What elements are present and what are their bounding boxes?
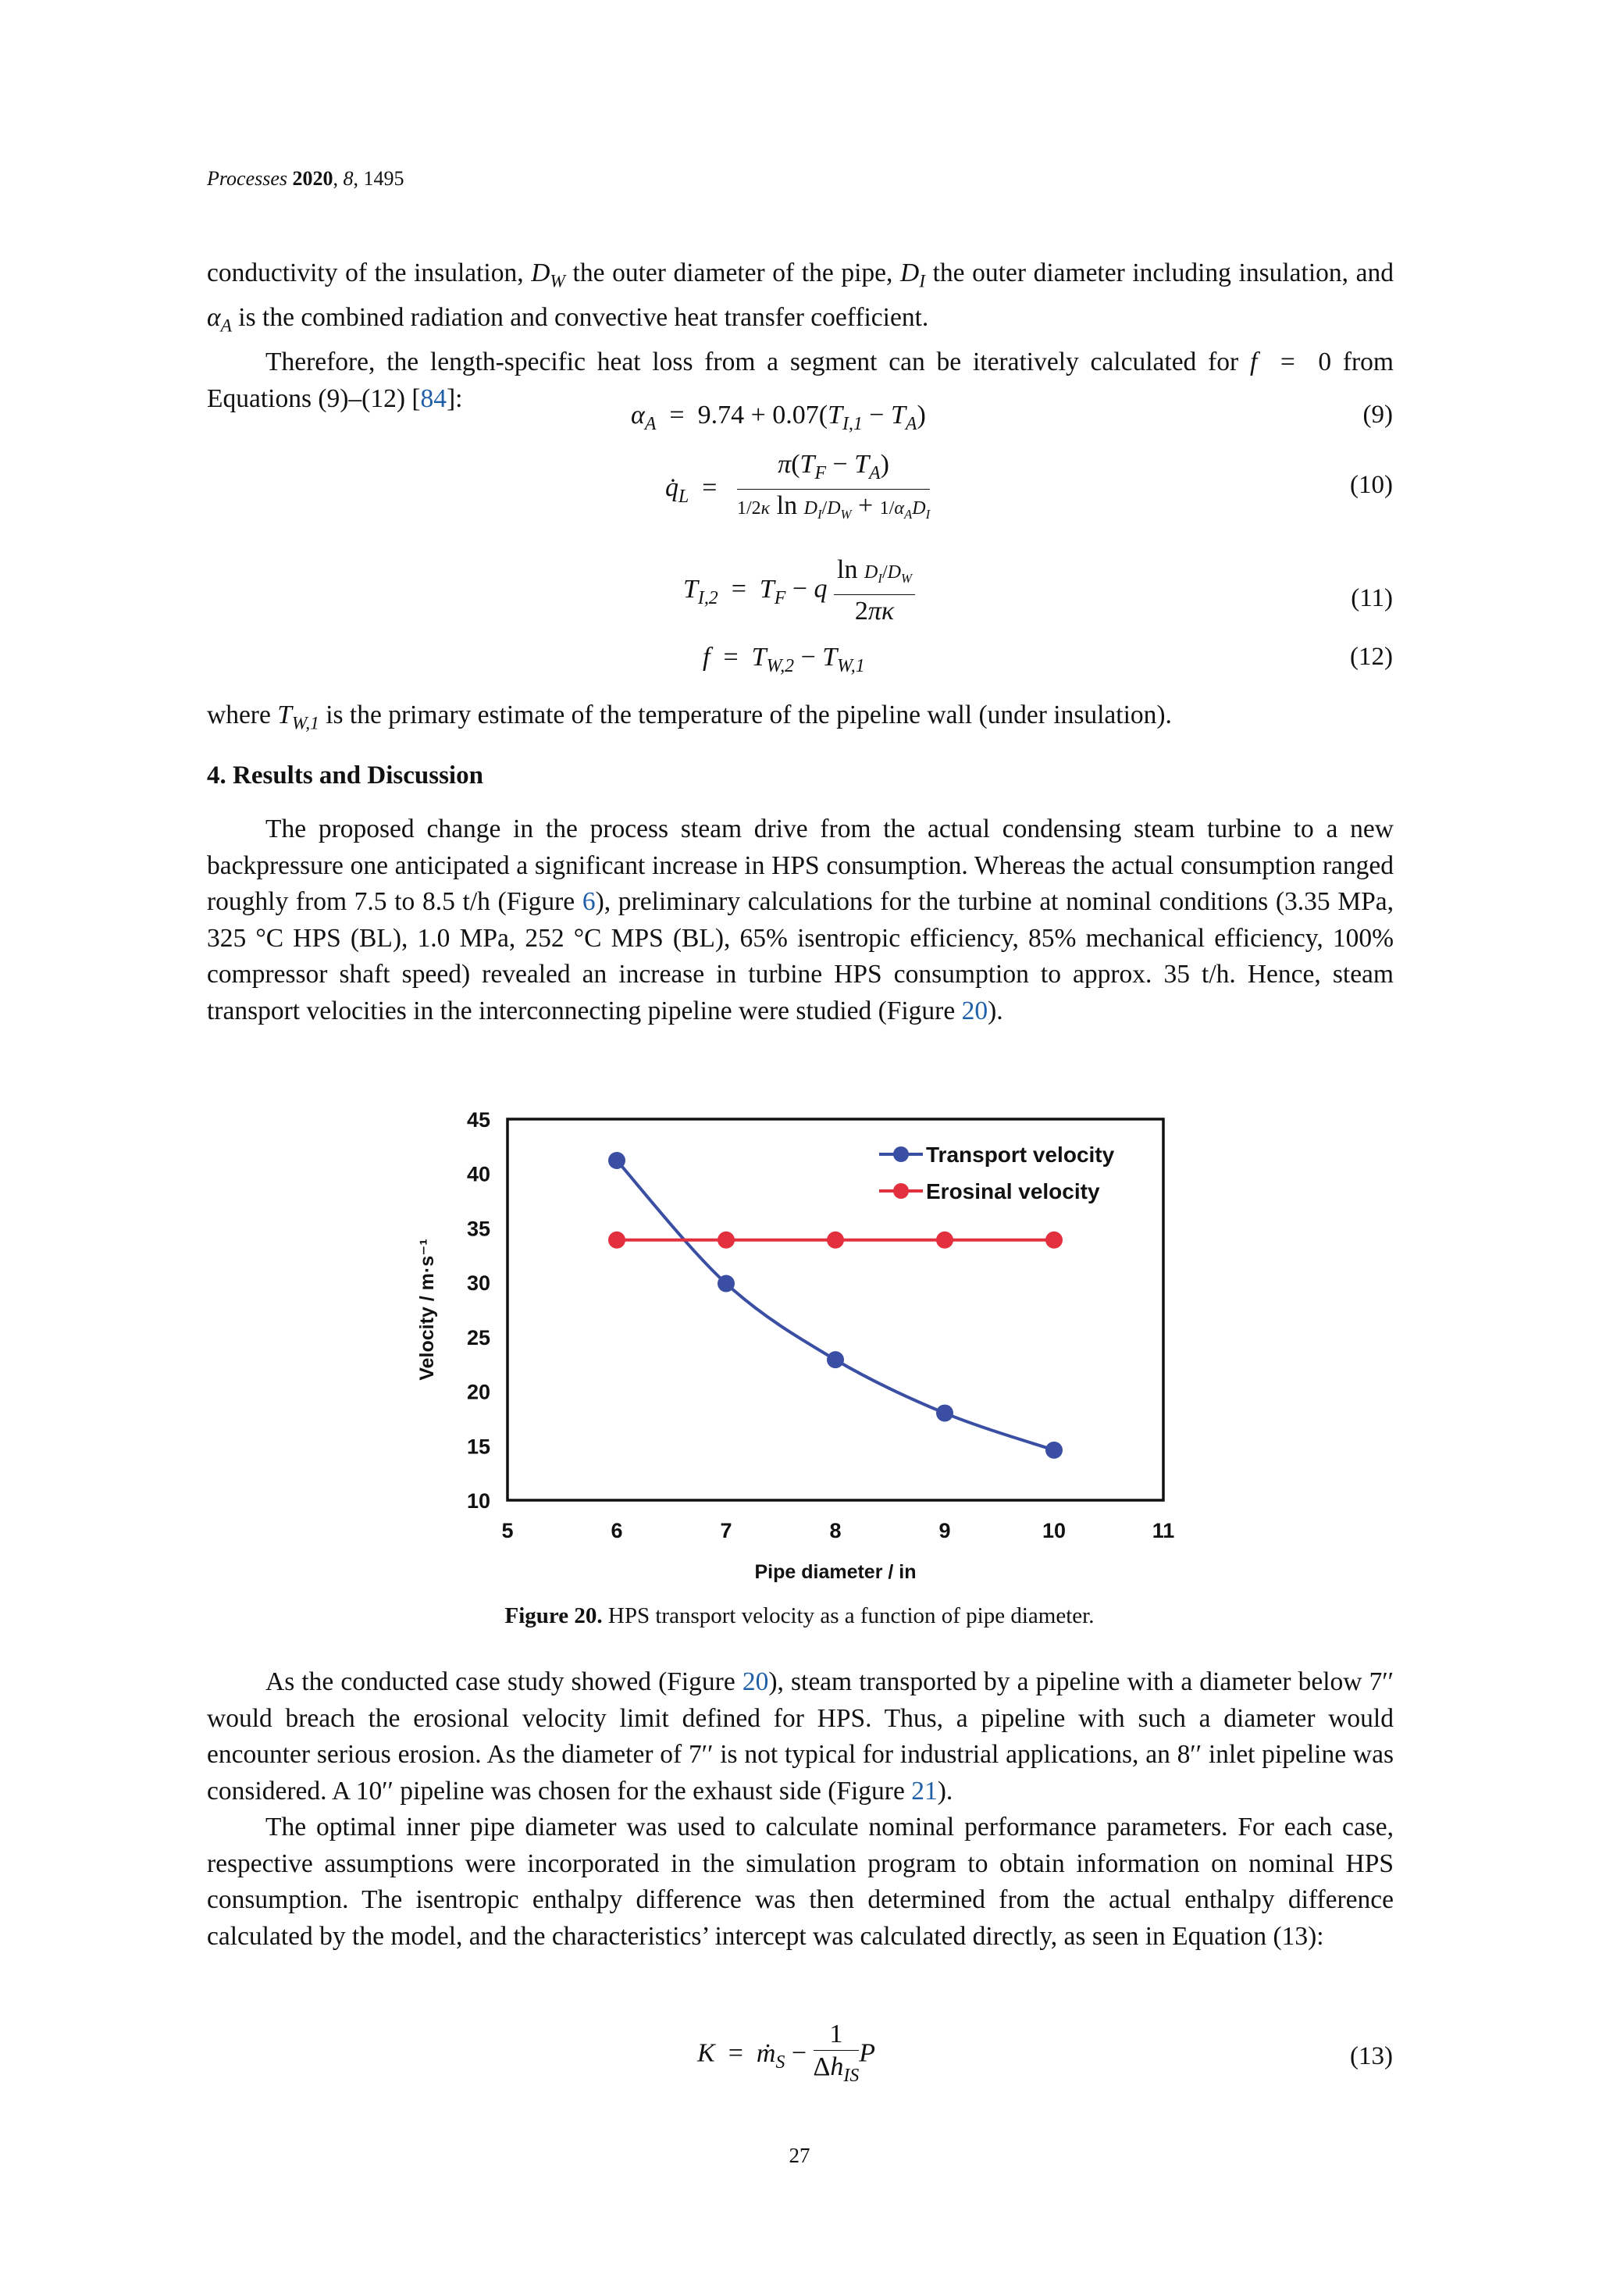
x-tick-label: 5 xyxy=(501,1519,514,1542)
equation-9: $\alpha_A = 9.74 + 0.07(T_{I,1} - T_A)$ xyxy=(631,401,926,434)
paragraph-5: As the conducted case study showed (Figure 20), steam transported by a pipeline with a diameter below 7′′ would breach the erosional velocity limit defined for HPS. Thus, a pipeline with such a diameter would encounter serious erosion. As the diameter of 7′′ is not typical for industrial applications, an 8′′ inlet pipeline was considered. A 10′′ pipeline was chosen for the exhaust side (Figure 21). The optimal inner pipe diameter was used to calculate nominal performance parameters. For each case, respective assumptions were incorporated in the simulation program to obtain information on nominal HPS consumption. The isentropic enthalpy difference was then determined from the actual enthalpy difference calculated by the model, and the characteristics’ intercept was calculated directly, as seen in Equation (13): xyxy=(207,1664,1394,1955)
x-axis-label: Pipe diameter / in xyxy=(754,1561,917,1583)
paragraph-1: conductivity of the insulation, $D_W$ the outer diameter of the pipe, $D_I$ the outer diameter including insulation, and $\alpha_A$ is the combined radiation and convective heat transfer coefficient. Therefore, the length-specific heat loss from a segment can be iteratively calculated for f = 0 from Equations (9)–(12) [84]: xyxy=(207,258,1394,413)
y-tick-label: 25 xyxy=(466,1325,490,1349)
figure-21-link[interactable]: 21 xyxy=(911,1776,938,1806)
section-title: 4. Results and Discussion xyxy=(207,761,483,790)
y-axis-label: Velocity / m·s⁻¹ xyxy=(416,1239,438,1381)
y-tick-label: 20 xyxy=(466,1380,490,1404)
y-tick-label: 15 xyxy=(466,1435,490,1459)
paragraph-3: where $T_{W,1}$ is the primary estimate of the temperature of the pipeline wall (under insulation). xyxy=(207,701,1172,734)
figure-20-link[interactable]: 20 xyxy=(961,996,988,1025)
y-tick-label: 30 xyxy=(466,1271,490,1296)
equation-12: $f = T_{W,2} - T_{W,1}$ xyxy=(703,643,865,676)
x-tick-label: 11 xyxy=(1152,1519,1175,1542)
x-tick-label: 7 xyxy=(720,1519,732,1542)
data-point-series-2 xyxy=(1045,1232,1063,1249)
legend-label-2: Erosinal velocity xyxy=(926,1179,1100,1203)
equation-number-10: (10) xyxy=(1350,471,1393,499)
legend-label-1: Transport velocity xyxy=(926,1143,1115,1167)
x-tick-label: 9 xyxy=(938,1519,951,1542)
data-point-series-1 xyxy=(827,1351,844,1368)
equation-number-11: (11) xyxy=(1351,584,1393,612)
data-point-series-1 xyxy=(608,1152,625,1169)
page-number: 27 xyxy=(789,2144,810,2167)
paragraph-6: The optimal inner pipe diameter was used to calculate nominal performance parameters. For each case, respective assumptions were incorporated in the simulation program to obtain information on nominal HPS consumption. The isentropic enthalpy difference was then determined from the actual enthalpy difference calculated by the model, and the characteristics’ intercept was calculated directly, as seen in Equation (13): xyxy=(207,1813,1394,1951)
data-point-series-2 xyxy=(936,1232,953,1249)
plot-frame xyxy=(507,1119,1163,1500)
ref-84-link[interactable]: 84 xyxy=(420,383,447,413)
data-point-series-2 xyxy=(718,1232,735,1249)
x-tick-label: 10 xyxy=(1042,1519,1067,1542)
y-tick-label: 35 xyxy=(466,1217,490,1241)
y-tick-label: 45 xyxy=(466,1108,490,1132)
equation-number-13: (13) xyxy=(1350,2042,1393,2070)
legend-marker-1 xyxy=(893,1146,909,1162)
figure-caption: Figure 20. HPS transport velocity as a function of pipe diameter. xyxy=(504,1603,1095,1628)
legend-marker-2 xyxy=(893,1183,909,1199)
y-tick-label: 10 xyxy=(466,1489,490,1513)
equation-number-12: (12) xyxy=(1350,643,1393,671)
equation-11: $T_{I,2} = T_F - q$ $\frac{\ln D_I/D_W}{2\pi\kappa}$ xyxy=(683,554,915,628)
data-point-series-1 xyxy=(718,1275,735,1292)
data-point-series-2 xyxy=(827,1232,844,1249)
y-tick-label: 40 xyxy=(466,1162,490,1186)
x-tick-label: 8 xyxy=(829,1519,842,1542)
figure-6-link[interactable]: 6 xyxy=(582,887,596,916)
velocity-chart xyxy=(406,1097,1202,1597)
data-point-series-1 xyxy=(1045,1442,1063,1459)
equation-10: $q̇_L$ = $\frac{\pi(T_F - T_A)}{1/2\kappa \ln D_I/D_W + 1/\alpha_AD_I}$ xyxy=(665,450,931,522)
running-header: Processes 2020, 8, 1495 xyxy=(207,167,404,190)
paragraph-4: The proposed change in the process steam drive from the actual condensing steam turbine to a new backpressure one anticipated a significant increase in HPS consumption. Whereas the actual consumption ranged roughly from 7.5 to 8.5 t/h (Figure 6), preliminary calculations for the turbine at nominal conditions (3.35 MPa, 325 °C HPS (BL), 1.0 MPa, 252 °C MPS (BL), 65% isentropic efficiency, 85% mechanical efficiency, 100% compressor shaft speed) revealed an increase in turbine HPS consumption to approx. 35 t/h. Hence, steam transport velocities in the interconnecting pipeline were studied (Figure 20). xyxy=(207,815,1394,1025)
data-point-series-2 xyxy=(608,1232,625,1249)
equation-13: K = ṁ$_S$ − $\frac{1}{\Delta h_{IS}}$ P xyxy=(697,2020,876,2086)
figure-20-link-2[interactable]: 20 xyxy=(742,1667,769,1696)
x-tick-label: 6 xyxy=(611,1519,623,1542)
equation-number-9: (9) xyxy=(1362,401,1393,429)
data-point-series-1 xyxy=(936,1404,953,1421)
